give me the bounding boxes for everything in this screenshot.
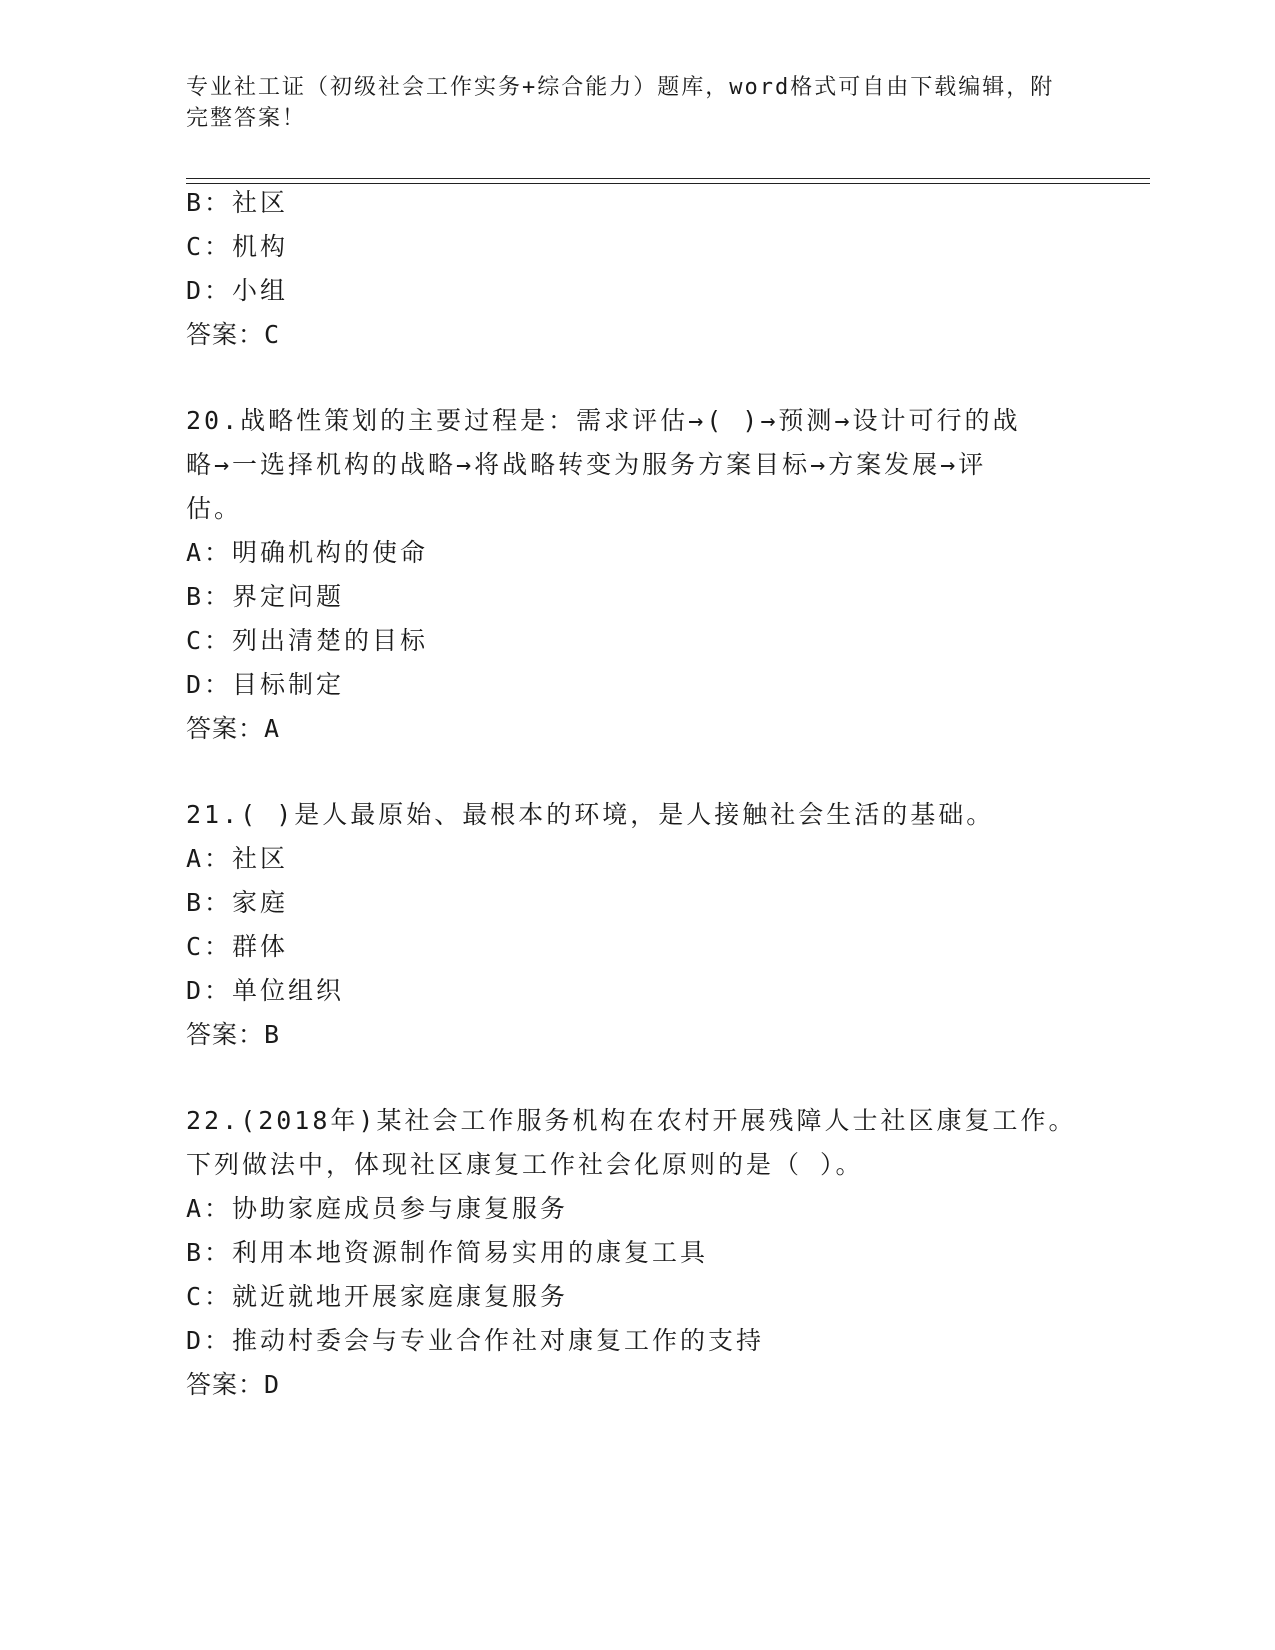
option-d: D：单位组织 <box>186 976 345 1005</box>
option-c: C：群体 <box>186 932 289 961</box>
question-stem-line: 下列做法中，体现社区康复工作社会化原则的是（ ）。 <box>186 1150 864 1179</box>
option-c: C：列出清楚的目标 <box>186 626 429 655</box>
option-d: D：目标制定 <box>186 670 345 699</box>
header-rule-top <box>186 178 1150 179</box>
option-a: A：协助家庭成员参与康复服务 <box>186 1194 569 1223</box>
answer: 答案：C <box>186 320 281 349</box>
question-stem-line: 估。 <box>186 494 243 523</box>
option-b: B：家庭 <box>186 888 289 917</box>
page-header <box>186 72 1086 134</box>
header-line-1: 专业社工证（初级社会工作实务+综合能力）题库，word格式可自由下载编辑，附 <box>186 75 1055 100</box>
option-a: A：社区 <box>186 844 289 873</box>
header-rule-bottom <box>186 183 1150 184</box>
option-d: D：小组 <box>186 276 289 305</box>
question-stem-line: 略→一选择机构的战略→将战略转变为服务方案目标→方案发展→评 <box>186 450 987 479</box>
option-b: B：利用本地资源制作简易实用的康复工具 <box>186 1238 709 1267</box>
option-b: B：社区 <box>186 188 289 217</box>
answer: 答案：D <box>186 1370 281 1399</box>
option-d: D：推动村委会与专业合作社对康复工作的支持 <box>186 1326 765 1355</box>
question-stem-line: 21.( )是人最原始、最根本的环境，是人接触社会生活的基础。 <box>186 800 995 829</box>
answer: 答案：A <box>186 714 281 743</box>
answer: 答案：B <box>186 1020 281 1049</box>
option-b: B：界定问题 <box>186 582 345 611</box>
question-stem-line: 20.战略性策划的主要过程是：需求评估→( )→预测→设计可行的战 <box>186 406 1021 435</box>
header-line-2: 完整答案！ <box>186 106 307 131</box>
option-c: C：就近就地开展家庭康复服务 <box>186 1282 569 1311</box>
question-stem-line: 22.(2018年)某社会工作服务机构在农村开展残障人士社区康复工作。 <box>186 1106 1077 1135</box>
option-a: A：明确机构的使命 <box>186 538 429 567</box>
option-c: C：机构 <box>186 232 289 261</box>
